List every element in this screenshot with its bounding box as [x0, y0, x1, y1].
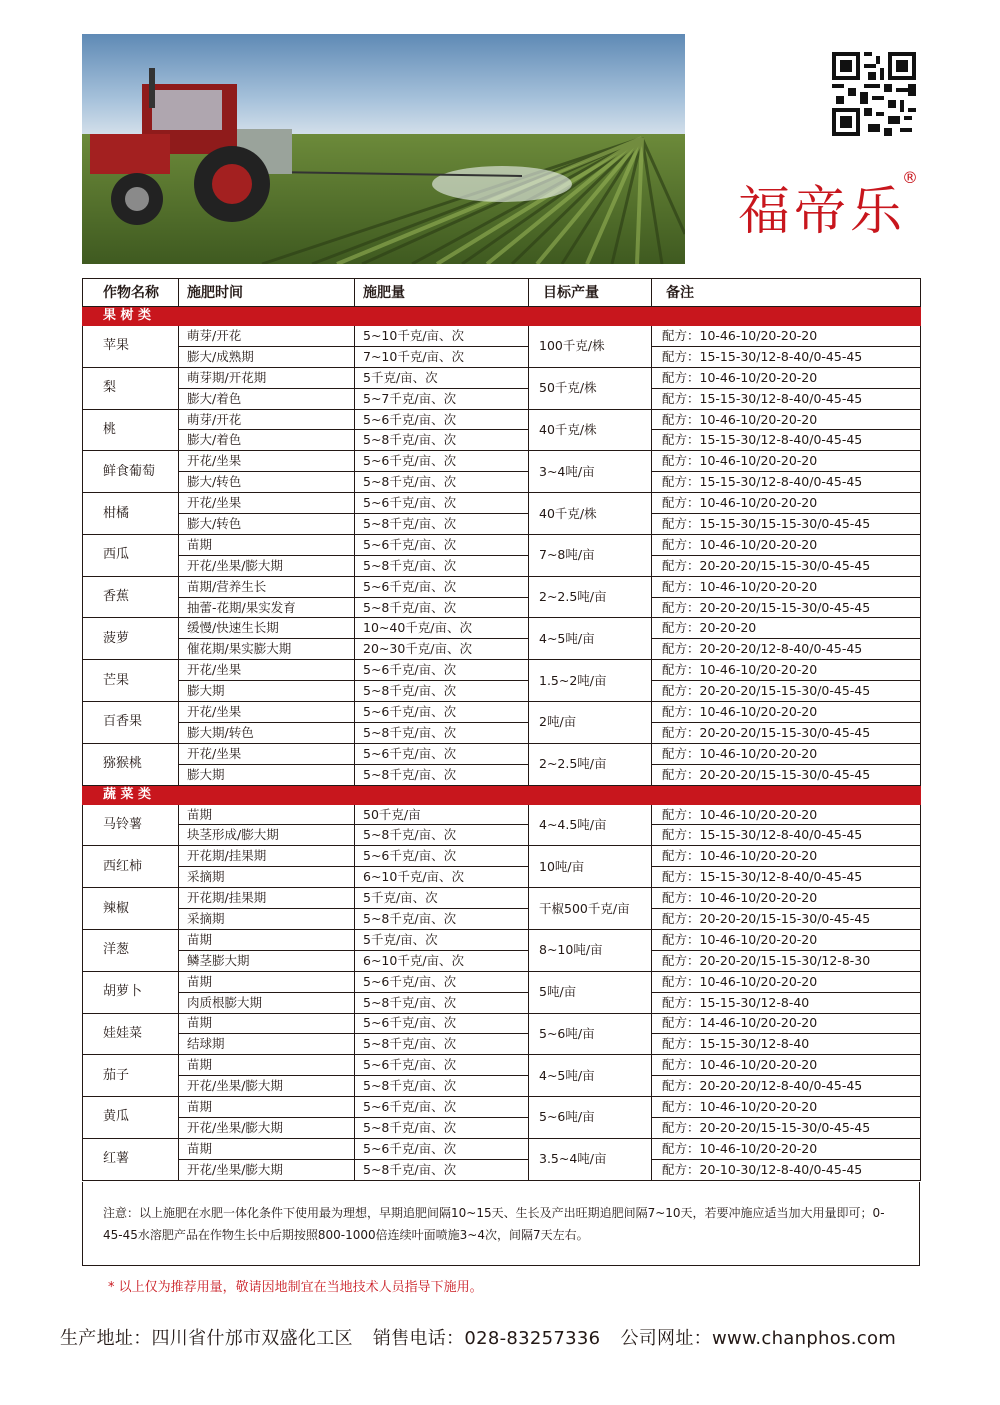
- note-cell: 配方：10-46-10/20-20-20: [652, 846, 921, 867]
- yield-cell: 8~10吨/亩: [529, 929, 652, 971]
- table-row: [83, 1034, 921, 1055]
- amount-cell: 6~10千克/亩、次: [355, 950, 529, 971]
- amount-cell: 5~6千克/亩、次: [355, 409, 529, 430]
- disclaimer-text: * 以上仅为推荐用量，敬请因地制宜在当地技术人员指导下施用。: [108, 1280, 483, 1295]
- time-cell: 萌芽/开花: [179, 409, 355, 430]
- time-cell: 开花/坐果: [179, 702, 355, 723]
- table-row: [83, 888, 921, 909]
- table-row: [83, 825, 921, 846]
- table-row: [83, 1076, 921, 1097]
- yield-cell: 40千克/株: [529, 409, 652, 451]
- time-cell: 苗期: [179, 534, 355, 555]
- note-cell: 配方：10-46-10/20-20-20: [652, 576, 921, 597]
- amount-cell: 5~8千克/亩、次: [355, 909, 529, 930]
- time-cell: 结球期: [179, 1034, 355, 1055]
- note-cell: 配方：10-46-10/20-20-20: [652, 1097, 921, 1118]
- note-cell: 配方：10-46-10/20-20-20: [652, 451, 921, 472]
- time-cell: 苗期: [179, 1097, 355, 1118]
- amount-cell: 6~10千克/亩、次: [355, 867, 529, 888]
- table-row: [83, 326, 921, 347]
- amount-cell: 5~8千克/亩、次: [355, 1076, 529, 1097]
- hero-photo-tractor-field: [82, 34, 685, 264]
- header-crop-name: 作物名称: [83, 279, 179, 307]
- table-row: [83, 346, 921, 367]
- note-cell: 配方：10-46-10/20-20-20: [652, 888, 921, 909]
- amount-cell: 5~8千克/亩、次: [355, 1159, 529, 1180]
- yield-cell: 5~6吨/亩: [529, 1013, 652, 1055]
- time-cell: 苗期: [179, 1138, 355, 1159]
- note-cell: 配方：10-46-10/20-20-20: [652, 1055, 921, 1076]
- table-header-row: [83, 279, 921, 307]
- crop-name-cell: 胡萝卜: [83, 971, 179, 1013]
- table-row: [83, 909, 921, 930]
- note-cell: 配方：10-46-10/20-20-20: [652, 743, 921, 764]
- note-cell: 配方：10-46-10/20-20-20: [652, 367, 921, 388]
- time-cell: 萌芽期/开花期: [179, 367, 355, 388]
- amount-cell: 5~8千克/亩、次: [355, 992, 529, 1013]
- crop-name-cell: 红薯: [83, 1138, 179, 1180]
- amount-cell: 5~8千克/亩、次: [355, 764, 529, 785]
- table-row: [83, 472, 921, 493]
- yield-cell: 4~5吨/亩: [529, 618, 652, 660]
- note-cell: 配方：15-15-30/12-8-40/0-45-45: [652, 472, 921, 493]
- note-cell: 配方：10-46-10/20-20-20: [652, 929, 921, 950]
- time-cell: 膨大/转色: [179, 472, 355, 493]
- note-cell: 配方：15-15-30/12-8-40/0-45-45: [652, 346, 921, 367]
- yield-cell: 2~2.5吨/亩: [529, 576, 652, 618]
- amount-cell: 5~6千克/亩、次: [355, 1138, 529, 1159]
- yield-cell: 2~2.5吨/亩: [529, 743, 652, 785]
- yield-cell: 10吨/亩: [529, 846, 652, 888]
- yield-cell: 7~8吨/亩: [529, 534, 652, 576]
- note-cell: 配方：20-10-30/12-8-40/0-45-45: [652, 1159, 921, 1180]
- table-row: [83, 618, 921, 639]
- header-yield: 目标产量: [529, 279, 652, 307]
- note-cell: 配方：20-20-20/15-15-30/0-45-45: [652, 1117, 921, 1138]
- note-cell: 配方：20-20-20/15-15-30/0-45-45: [652, 597, 921, 618]
- time-cell: 苗期: [179, 1055, 355, 1076]
- time-cell: 采摘期: [179, 867, 355, 888]
- footer-website: 公司网址：www.chanphos.com: [620, 1328, 897, 1349]
- time-cell: 块茎形成/膨大期: [179, 825, 355, 846]
- table-row: [83, 597, 921, 618]
- table-row: [83, 367, 921, 388]
- amount-cell: 5~8千克/亩、次: [355, 555, 529, 576]
- time-cell: 苗期/营养生长: [179, 576, 355, 597]
- yield-cell: 3.5~4吨/亩: [529, 1138, 652, 1180]
- qr-code: [828, 48, 920, 140]
- time-cell: 膨大/成熟期: [179, 346, 355, 367]
- time-cell: 开花/坐果: [179, 493, 355, 514]
- footer-address: 生产地址：四川省什邡市双盛化工区: [60, 1328, 353, 1349]
- amount-cell: 5~8千克/亩、次: [355, 681, 529, 702]
- time-cell: 开花期/挂果期: [179, 888, 355, 909]
- table-row: [83, 660, 921, 681]
- table-row: [83, 430, 921, 451]
- amount-cell: 5~10千克/亩、次: [355, 326, 529, 347]
- time-cell: 肉质根膨大期: [179, 992, 355, 1013]
- crop-name-cell: 西瓜: [83, 534, 179, 576]
- note-cell: 配方：20-20-20/15-15-30/0-45-45: [652, 764, 921, 785]
- yield-cell: 4~4.5吨/亩: [529, 804, 652, 846]
- category-label: 果 树 类: [83, 307, 921, 326]
- note-cell: 配方：14-46-10/20-20-20: [652, 1013, 921, 1034]
- note-cell: 配方：10-46-10/20-20-20: [652, 971, 921, 992]
- table-row: [83, 555, 921, 576]
- amount-cell: 5~8千克/亩、次: [355, 825, 529, 846]
- table-row: [83, 1138, 921, 1159]
- table-row: [83, 743, 921, 764]
- header-note: 备注: [652, 279, 921, 307]
- amount-cell: 5~6千克/亩、次: [355, 743, 529, 764]
- table-row: [83, 867, 921, 888]
- table-row: [83, 971, 921, 992]
- time-cell: 苗期: [179, 804, 355, 825]
- table-row: [83, 514, 921, 535]
- time-cell: 膨大期: [179, 681, 355, 702]
- crop-name-cell: 马铃薯: [83, 804, 179, 846]
- crop-name-cell: 黄瓜: [83, 1097, 179, 1139]
- amount-cell: 5~8千克/亩、次: [355, 430, 529, 451]
- crop-name-cell: 百香果: [83, 702, 179, 744]
- crop-name-cell: 娃娃菜: [83, 1013, 179, 1055]
- note-cell: 配方：15-15-30/12-8-40/0-45-45: [652, 430, 921, 451]
- note-cell: 配方：20-20-20/15-15-30/0-45-45: [652, 909, 921, 930]
- note-cell: 配方：10-46-10/20-20-20: [652, 326, 921, 347]
- note-cell: 配方：20-20-20/12-8-40/0-45-45: [652, 639, 921, 660]
- footer-phone: 销售电话：028-83257336: [372, 1328, 601, 1349]
- table-row: [83, 1159, 921, 1180]
- time-cell: 开花/坐果/膨大期: [179, 555, 355, 576]
- table-row: [83, 451, 921, 472]
- note-cell: 配方：15-15-30/15-15-30/0-45-45: [652, 514, 921, 535]
- amount-cell: 5~7千克/亩、次: [355, 388, 529, 409]
- crop-name-cell: 西红柿: [83, 846, 179, 888]
- table-row: [83, 804, 921, 825]
- note-cell: 配方：10-46-10/20-20-20: [652, 660, 921, 681]
- amount-cell: 5~8千克/亩、次: [355, 472, 529, 493]
- crop-name-cell: 辣椒: [83, 888, 179, 930]
- amount-cell: 5~6千克/亩、次: [355, 1013, 529, 1034]
- yield-cell: 5吨/亩: [529, 971, 652, 1013]
- note-cell: 配方：15-15-30/12-8-40: [652, 992, 921, 1013]
- time-cell: 膨大期: [179, 764, 355, 785]
- table-row: [83, 639, 921, 660]
- note-cell: 配方：20-20-20: [652, 618, 921, 639]
- amount-cell: 5~6千克/亩、次: [355, 451, 529, 472]
- amount-cell: 5~6千克/亩、次: [355, 1055, 529, 1076]
- amount-cell: 5~6千克/亩、次: [355, 1097, 529, 1118]
- note-cell: 配方：20-20-20/15-15-30/0-45-45: [652, 722, 921, 743]
- note-cell: 配方：20-20-20/15-15-30/0-45-45: [652, 555, 921, 576]
- time-cell: 开花/坐果/膨大期: [179, 1159, 355, 1180]
- time-cell: 萌芽/开花: [179, 326, 355, 347]
- brand-logo: 福帝乐: [738, 182, 907, 242]
- table-row: [83, 681, 921, 702]
- note-cell: 配方：20-20-20/15-15-30/12-8-30: [652, 950, 921, 971]
- amount-cell: 20~30千克/亩、次: [355, 639, 529, 660]
- table-row: [83, 409, 921, 430]
- amount-cell: 50千克/亩: [355, 804, 529, 825]
- time-cell: 苗期: [179, 1013, 355, 1034]
- note-cell: 配方：10-46-10/20-20-20: [652, 534, 921, 555]
- crop-name-cell: 洋葱: [83, 929, 179, 971]
- time-cell: 缓慢/快速生长期: [179, 618, 355, 639]
- time-cell: 苗期: [179, 929, 355, 950]
- amount-cell: 5~8千克/亩、次: [355, 1034, 529, 1055]
- note-cell: 配方：10-46-10/20-20-20: [652, 409, 921, 430]
- footer-contact: [60, 1324, 910, 1350]
- note-cell: 配方：15-15-30/12-8-40/0-45-45: [652, 825, 921, 846]
- table-row: [83, 534, 921, 555]
- table-row: [83, 576, 921, 597]
- crop-name-cell: 苹果: [83, 326, 179, 368]
- yield-cell: 1.5~2吨/亩: [529, 660, 652, 702]
- crop-name-cell: 香蕉: [83, 576, 179, 618]
- time-cell: 开花/坐果/膨大期: [179, 1076, 355, 1097]
- yield-cell: 5~6吨/亩: [529, 1097, 652, 1139]
- note-cell: 配方：15-15-30/12-8-40: [652, 1034, 921, 1055]
- amount-cell: 10~40千克/亩、次: [355, 618, 529, 639]
- crop-name-cell: 鲜食葡萄: [83, 451, 179, 493]
- note-cell: 配方：15-15-30/12-8-40/0-45-45: [652, 867, 921, 888]
- category-row: [83, 785, 921, 804]
- table-row: [83, 1097, 921, 1118]
- time-cell: 开花/坐果: [179, 743, 355, 764]
- amount-cell: 5~6千克/亩、次: [355, 846, 529, 867]
- crop-name-cell: 梨: [83, 367, 179, 409]
- time-cell: 抽蕾-花期/果实发育: [179, 597, 355, 618]
- table-row: [83, 493, 921, 514]
- table-row: [83, 722, 921, 743]
- table-row: [83, 1013, 921, 1034]
- yield-cell: 50千克/株: [529, 367, 652, 409]
- fertilization-table: [82, 278, 920, 1181]
- table-row: [83, 1055, 921, 1076]
- usage-notice: 注意：以上施肥在水肥一体化条件下使用最为理想，早期追肥间隔10~15天、生长及产出旺期追肥间隔7~10天，若要冲施应适当加大用量即可；0-45-45水溶肥产品在作物生长中后期按照800-1000倍连续叶面喷施3~4次，间隔7天左右。: [82, 1182, 920, 1266]
- table-row: [83, 702, 921, 723]
- time-cell: 膨大期/转色: [179, 722, 355, 743]
- yield-cell: 100千克/株: [529, 326, 652, 368]
- table-row: [83, 950, 921, 971]
- registered-mark: ®: [902, 168, 918, 187]
- time-cell: 开花/坐果: [179, 660, 355, 681]
- note-cell: 配方：10-46-10/20-20-20: [652, 1138, 921, 1159]
- category-row: [83, 307, 921, 326]
- time-cell: 开花期/挂果期: [179, 846, 355, 867]
- amount-cell: 5~6千克/亩、次: [355, 971, 529, 992]
- time-cell: 膨大/转色: [179, 514, 355, 535]
- yield-cell: 40千克/株: [529, 493, 652, 535]
- amount-cell: 5~8千克/亩、次: [355, 722, 529, 743]
- amount-cell: 5~6千克/亩、次: [355, 534, 529, 555]
- table-row: [83, 388, 921, 409]
- amount-cell: 5~6千克/亩、次: [355, 576, 529, 597]
- table-row: [83, 764, 921, 785]
- amount-cell: 5千克/亩、次: [355, 888, 529, 909]
- time-cell: 开花/坐果: [179, 451, 355, 472]
- table-row: [83, 929, 921, 950]
- crop-name-cell: 桃: [83, 409, 179, 451]
- time-cell: 苗期: [179, 971, 355, 992]
- amount-cell: 5~8千克/亩、次: [355, 1117, 529, 1138]
- time-cell: 鳞茎膨大期: [179, 950, 355, 971]
- crop-name-cell: 菠萝: [83, 618, 179, 660]
- category-label: 蔬 菜 类: [83, 785, 921, 804]
- crop-name-cell: 猕猴桃: [83, 743, 179, 785]
- table-row: [83, 846, 921, 867]
- time-cell: 膨大/着色: [179, 430, 355, 451]
- amount-cell: 5千克/亩、次: [355, 929, 529, 950]
- note-cell: 配方：20-20-20/12-8-40/0-45-45: [652, 1076, 921, 1097]
- amount-cell: 5~6千克/亩、次: [355, 702, 529, 723]
- yield-cell: 2吨/亩: [529, 702, 652, 744]
- header-time: 施肥时间: [179, 279, 355, 307]
- header-amount: 施肥量: [355, 279, 529, 307]
- time-cell: 催花期/果实膨大期: [179, 639, 355, 660]
- amount-cell: 7~10千克/亩、次: [355, 346, 529, 367]
- time-cell: 开花/坐果/膨大期: [179, 1117, 355, 1138]
- yield-cell: 干椒500千克/亩: [529, 888, 652, 930]
- note-cell: 配方：10-46-10/20-20-20: [652, 702, 921, 723]
- note-cell: 配方：20-20-20/15-15-30/0-45-45: [652, 681, 921, 702]
- note-cell: 配方：15-15-30/12-8-40/0-45-45: [652, 388, 921, 409]
- amount-cell: 5~6千克/亩、次: [355, 493, 529, 514]
- table-row: [83, 992, 921, 1013]
- crop-name-cell: 芒果: [83, 660, 179, 702]
- note-cell: 配方：10-46-10/20-20-20: [652, 804, 921, 825]
- yield-cell: 4~5吨/亩: [529, 1055, 652, 1097]
- amount-cell: 5~8千克/亩、次: [355, 597, 529, 618]
- amount-cell: 5千克/亩、次: [355, 367, 529, 388]
- amount-cell: 5~8千克/亩、次: [355, 514, 529, 535]
- amount-cell: 5~6千克/亩、次: [355, 660, 529, 681]
- yield-cell: 3~4吨/亩: [529, 451, 652, 493]
- table-row: [83, 1117, 921, 1138]
- time-cell: 膨大/着色: [179, 388, 355, 409]
- note-cell: 配方：10-46-10/20-20-20: [652, 493, 921, 514]
- time-cell: 采摘期: [179, 909, 355, 930]
- crop-name-cell: 柑橘: [83, 493, 179, 535]
- crop-name-cell: 茄子: [83, 1055, 179, 1097]
